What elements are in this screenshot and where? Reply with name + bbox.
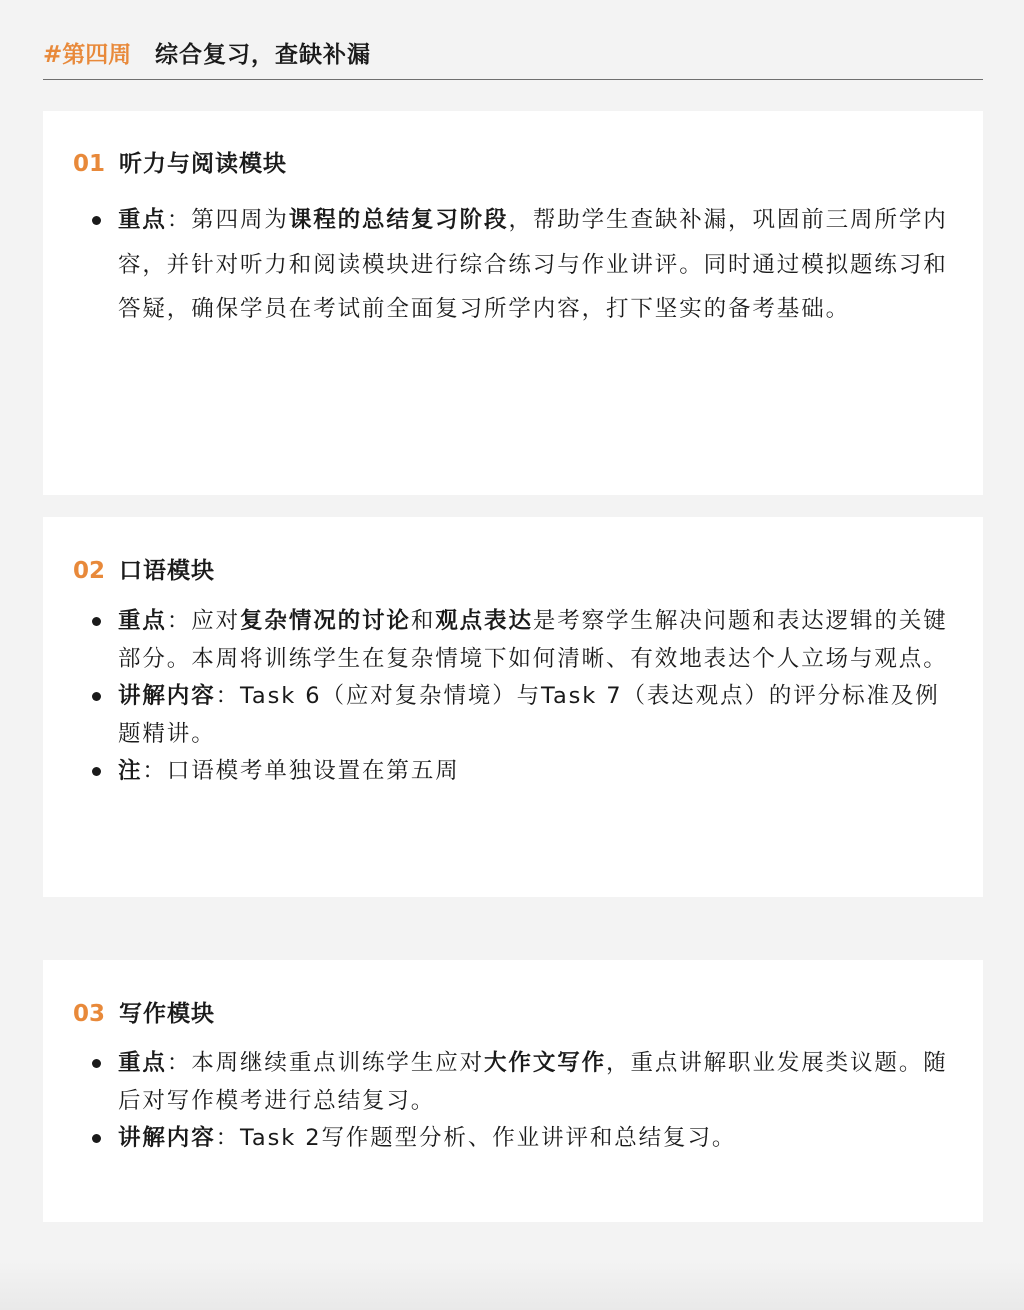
section-heading [73,145,287,178]
item-label: 讲解内容 [118,1125,216,1151]
section-title: 听力与阅读模块 [119,151,287,177]
item-separator: ： [166,207,192,233]
item-emphasis: 课程的总结复习阶段 [288,207,509,233]
section-heading [73,995,215,1028]
item-text: ，重点讲解职业发展类议题。随后对写作模考进行总结复习。 [118,1050,948,1114]
list-item [88,1045,950,1120]
item-separator: ： [166,608,192,634]
item-label: 讲解内容 [118,683,216,709]
item-text: Task 2写作题型分析、作业讲评和总结复习。 [240,1125,737,1151]
list-item [88,603,950,678]
section-card-speaking [43,517,983,897]
item-emphasis: 复杂情况的讨论 [240,608,411,634]
item-text: 应对 [191,608,241,634]
section-bullet-list [88,603,950,791]
item-text: 第四周为 [191,207,289,233]
section-bullet-list [88,1045,950,1158]
section-number: 01 [73,151,106,177]
week-tag: #第四周 [43,42,132,68]
item-text: ，帮助学生查缺补漏，巩固前三周所学内容，并针对听力和阅读模块进行综合练习与作业讲评。同时通过模拟题练习和答疑，确保学员在考试前全面复习所学内容，打下坚实的备考基础。 [118,207,948,322]
list-item [88,753,950,791]
item-text: 是考察学生解决问题和表达逻辑的关键部分。本周将训练学生在复杂情境下如何清晰、有效地表达个人立场与观点。 [118,608,948,672]
page-header [43,30,983,80]
item-label: 重点 [118,207,167,233]
item-label: 注 [118,758,143,784]
item-label: 重点 [118,1050,167,1076]
section-bullet-list [88,198,950,332]
item-label: 重点 [118,608,167,634]
item-emphasis: 观点表达 [435,608,533,634]
item-separator: ： [166,1050,192,1076]
item-emphasis: 大作文写作 [484,1050,607,1076]
item-text: 口语模考单独设置在第五周 [166,758,460,784]
section-number: 02 [73,558,106,584]
item-separator: ： [215,683,241,709]
list-item [88,198,950,332]
item-text: Task 6（应对复杂情境）与Task 7（表达观点）的评分标准及例题精讲。 [118,683,940,747]
item-text: 本周继续重点训练学生应对 [191,1050,485,1076]
section-title: 口语模块 [119,558,215,584]
list-item [88,1120,950,1158]
page-title: 综合复习，查缺补漏 [155,42,371,68]
section-heading [73,552,215,585]
section-card-listening-reading [43,111,983,495]
list-item [88,678,950,753]
section-title: 写作模块 [119,1001,215,1027]
item-separator: ： [215,1125,241,1151]
page-footer-shade [0,1262,1024,1310]
item-text: 和 [410,608,436,634]
section-card-writing [43,960,983,1222]
item-separator: ： [142,758,167,784]
section-number: 03 [73,1001,106,1027]
